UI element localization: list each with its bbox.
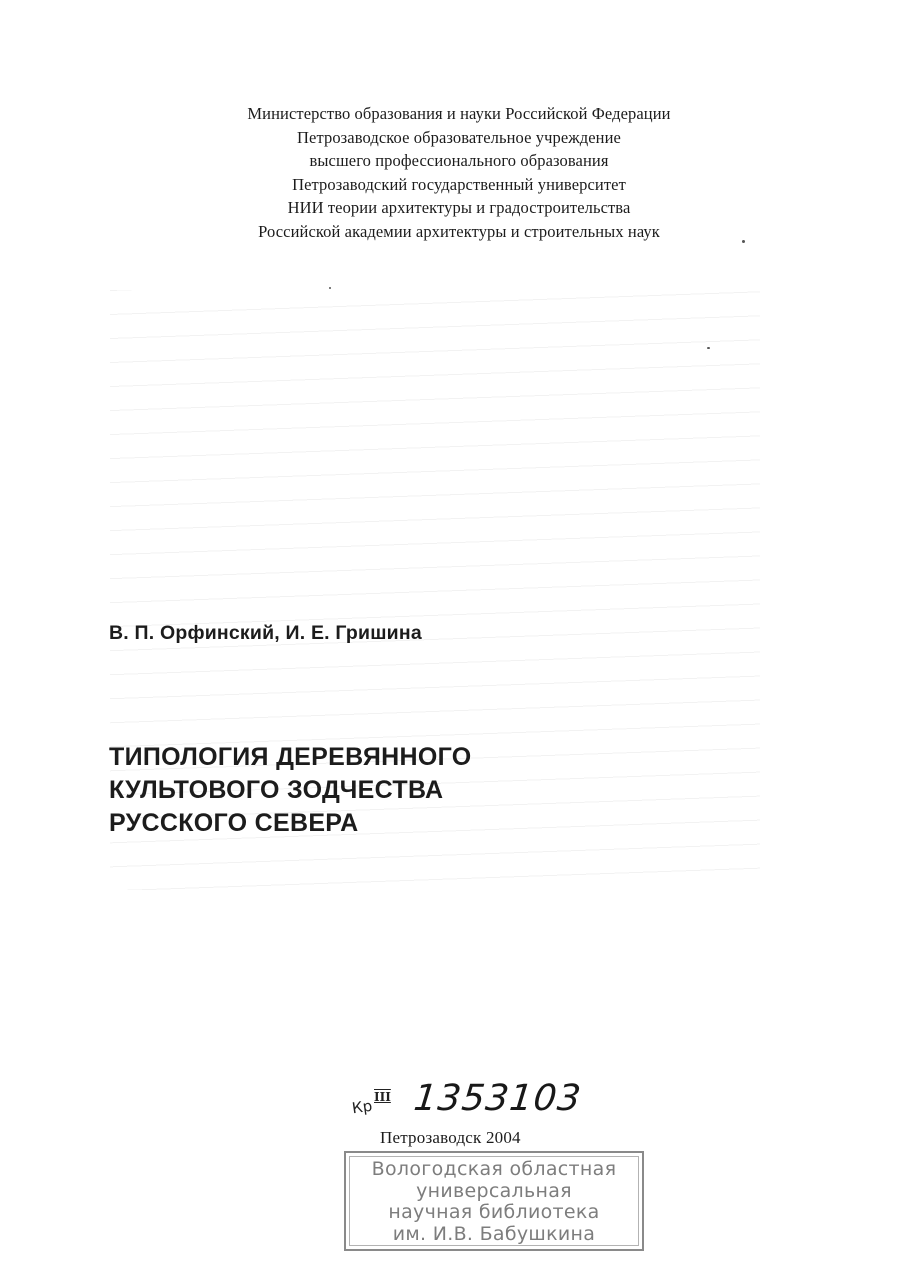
scan-speck <box>707 347 710 349</box>
library-stamp <box>344 1151 644 1251</box>
stamp-line: им. И.В. Бабушкина <box>392 1222 596 1245</box>
handwritten-prefix: Кр <box>350 1096 374 1118</box>
header-line-institution: Петрозаводское образовательное учреждение <box>297 127 621 147</box>
title-line: ТИПОЛОГИЯ ДЕРЕВЯННОГО <box>109 743 472 771</box>
header-line-research-institute: НИИ теории архитектуры и градостроительства <box>287 198 631 217</box>
book-title <box>109 741 471 840</box>
institution-header <box>0 102 900 243</box>
scan-speck <box>329 287 331 289</box>
header-line-education: высшего профессионального образования <box>309 151 609 170</box>
stamp-line: научная библиотека <box>388 1201 600 1223</box>
authors: В. П. Орфинский, И. Е. Гришина <box>109 622 422 644</box>
header-line-ministry: Министерство образования и науки Российской Федерации <box>247 104 671 123</box>
header-line-university: Петрозаводский государственный университет <box>292 174 626 194</box>
title-line: КУЛЬТОВОГО ЗОДЧЕСТВА <box>109 776 444 804</box>
imprint-place-year: Петрозаводск 2004 <box>380 1128 521 1147</box>
stamp-line: универсальная <box>416 1179 572 1202</box>
header-line-academy: Российской академии архитектуры и строительных наук <box>258 221 660 241</box>
stamp-line: Вологодская областная <box>371 1158 617 1180</box>
scan-speck <box>742 240 745 243</box>
handwritten-inventory-number <box>352 1078 612 1128</box>
handwritten-roman: III <box>374 1090 391 1104</box>
title-line: РУССКОГО СЕВЕРА <box>109 809 359 837</box>
handwritten-number: 1353103 <box>411 1078 584 1119</box>
